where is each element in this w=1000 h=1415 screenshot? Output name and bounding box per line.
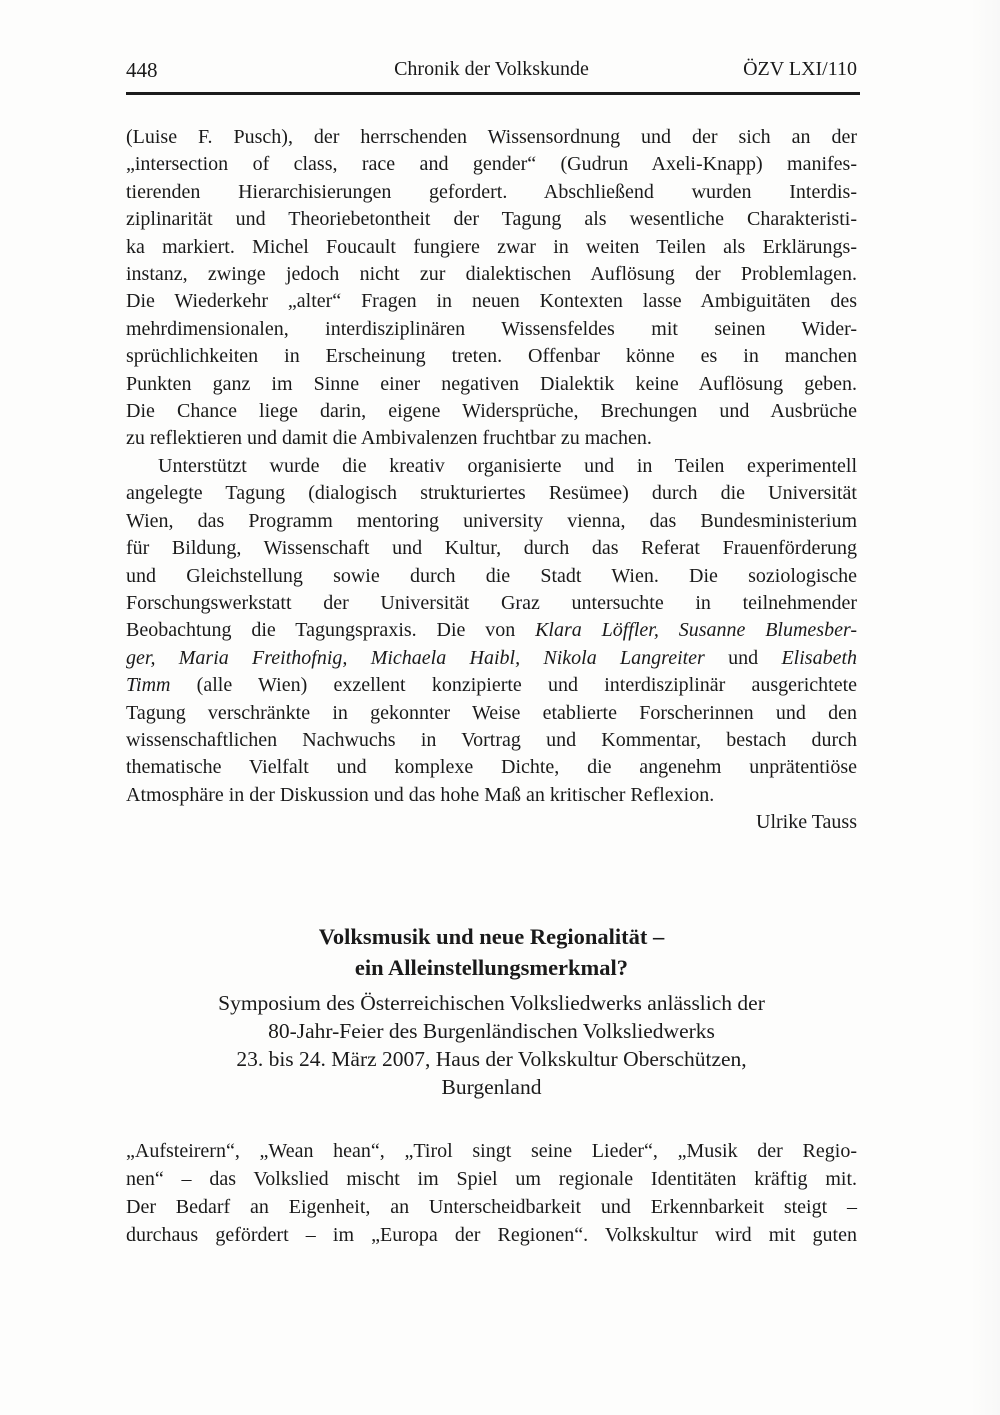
text-segment: Beobachtung die Tagungspraxis. Die von xyxy=(126,619,536,642)
header-issue-label: ÖZV LXI/110 xyxy=(743,58,857,80)
text-segment: angelegte Tagung (dialogisch strukturiertes Resümee) durch die Universität xyxy=(126,482,857,505)
text-segment: Wien, das Programm mentoring university vienna, das Bundesministerium xyxy=(126,509,857,532)
text-segment: zu reflektieren und damit die Ambivalenzen fruchtbar zu machen. xyxy=(126,427,652,450)
text-line xyxy=(126,782,857,809)
article-title xyxy=(126,921,857,983)
header-journal-title: Chronik der Volkskunde xyxy=(394,58,589,80)
text-line xyxy=(126,727,857,754)
text-line xyxy=(126,590,857,617)
text-line xyxy=(126,288,857,315)
text-segment: Die Chance liege darin, eigene Widersprüche, Brechungen und Ausbrüche xyxy=(126,400,857,423)
text-line xyxy=(126,343,857,370)
text-segment: (Luise F. Pusch), der herrschenden Wissensordnung und der sich an der xyxy=(126,126,857,148)
text-segment: und xyxy=(704,646,782,669)
article-title-line-2: ein Alleinstellungsmerkmal? xyxy=(354,954,629,980)
text-segment: Atmosphäre in der Diskussion und das hohe Maß an kritischer Reflexion. xyxy=(126,783,715,806)
text-line xyxy=(126,316,857,343)
running-header xyxy=(126,58,857,84)
text-line xyxy=(126,563,857,590)
text-line xyxy=(126,261,857,288)
text-segment: Der Bedarf an Eigenheit, an Unterscheidbarkeit und Erkennbarkeit steigt – xyxy=(126,1195,857,1218)
italic-text-segment: Klara Löffler, Susanne Blumesber- xyxy=(535,619,857,642)
subtitle-line-3: 23. bis 24. März 2007, Haus der Volkskultur Oberschützen, xyxy=(236,1046,747,1071)
subtitle-line-1: Symposium des Österreichischen Volksliedwerks anlässlich der xyxy=(218,990,765,1015)
text-line xyxy=(126,508,857,535)
text-segment: ka markiert. Michel Foucault fungiere zwar in weiten Teilen als Erklärungs- xyxy=(126,235,857,258)
text-segment: Die Wiederkehr „alter“ Fragen in neuen Kontexten lasse Ambiguitäten des xyxy=(126,290,857,313)
text-segment: (alle Wien) exzellent konzipierte und interdisziplinär ausgerichtete xyxy=(170,674,857,697)
italic-text-segment: Elisabeth xyxy=(781,646,857,669)
text-line xyxy=(126,535,857,562)
text-segment: sprüchlichkeiten in Erscheinung treten. Offenbar könne es in manchen xyxy=(126,345,857,368)
text-segment: nen“ – das Volkslied mischt im Spiel um regionale Identitäten kräftig mit. xyxy=(126,1167,857,1190)
text-line xyxy=(126,371,857,398)
text-segment: und Gleichstellung sowie durch die Stadt Wien. Die soziologische xyxy=(126,564,857,587)
text-segment: durchaus gefördert – im „Europa der Regionen“. Volkskultur wird mit guten xyxy=(126,1224,857,1247)
text-line xyxy=(126,1165,857,1193)
text-segment: tierenden Hierarchisierungen gefordert. Abschließend wurden Interdis- xyxy=(126,180,857,203)
text-line xyxy=(126,1137,857,1165)
text-line xyxy=(126,453,857,480)
article-title-line-1: Volksmusik und neue Regionalität – xyxy=(318,923,665,949)
text-line xyxy=(126,672,857,699)
text-line xyxy=(126,754,857,781)
header-page-number: 448 xyxy=(126,58,158,82)
text-line xyxy=(126,425,857,452)
text-line xyxy=(126,645,857,672)
text-segment: mehrdimensionalen, interdisziplinären Wissensfeldes mit seinen Wider- xyxy=(126,317,857,340)
text-line xyxy=(126,124,857,151)
text-segment: wissenschaftlichen Nachwuchs in Vortrag und Kommentar, bestach durch xyxy=(126,728,857,751)
text-segment: „intersection of class, race and gender“ (Gudrun Axeli-Knapp) manifes- xyxy=(126,153,857,176)
page-body xyxy=(126,124,857,1249)
header-rule xyxy=(126,92,860,95)
text-line xyxy=(126,179,857,206)
text-segment: Unterstützt wurde die kreativ organisierte und in Teilen experimentell xyxy=(158,454,857,477)
paragraph-symposium-intro xyxy=(126,1137,857,1250)
text-segment: ziplinarität und Theoriebetontheit der Tagung als wesentliche Charakteristi- xyxy=(126,208,857,231)
subtitle-line-2: 80-Jahr-Feier des Burgenländischen Volksliedwerks xyxy=(268,1018,715,1043)
text-line xyxy=(126,234,857,261)
article-subtitle xyxy=(126,989,857,1101)
text-line xyxy=(126,206,857,233)
text-segment: instanz, zwinge jedoch nicht zur dialektischen Auflösung der Problemlagen. xyxy=(126,263,857,286)
text-line xyxy=(126,151,857,178)
text-line xyxy=(126,398,857,425)
subtitle-line-4: Burgenland xyxy=(441,1074,542,1099)
text-segment: Tagung verschränkte in gekonnter Weise etablierte Forscherinnen und den xyxy=(126,701,857,724)
text-segment: Forschungswerkstatt der Universität Graz untersuchte in teilnehmender xyxy=(126,591,857,614)
text-line xyxy=(126,1221,857,1249)
italic-text-segment: Timm xyxy=(126,674,171,697)
text-line xyxy=(126,480,857,507)
text-segment: „Aufsteirern“, „Wean hean“, „Tirol singt seine Lieder“, „Musik der Regio- xyxy=(126,1139,857,1162)
text-segment: für Bildung, Wissenschaft und Kultur, durch das Referat Frauenförderung xyxy=(126,537,857,560)
paragraph-conference-report-end xyxy=(126,124,857,453)
paragraph-acknowledgements xyxy=(126,453,857,809)
text-segment: thematische Vielfalt und komplexe Dichte, die angenehm unprätentiöse xyxy=(126,756,857,779)
text-line xyxy=(126,1193,857,1221)
text-line xyxy=(126,700,857,727)
author-signature: Ulrike Tauss xyxy=(756,811,857,834)
italic-text-segment: ger, Maria Freithofnig, Michaela Haibl, Nikola Langreiter xyxy=(126,646,705,669)
text-segment: Punkten ganz im Sinne einer negativen Dialektik keine Auflösung geben. xyxy=(126,372,857,395)
text-line xyxy=(126,617,857,644)
